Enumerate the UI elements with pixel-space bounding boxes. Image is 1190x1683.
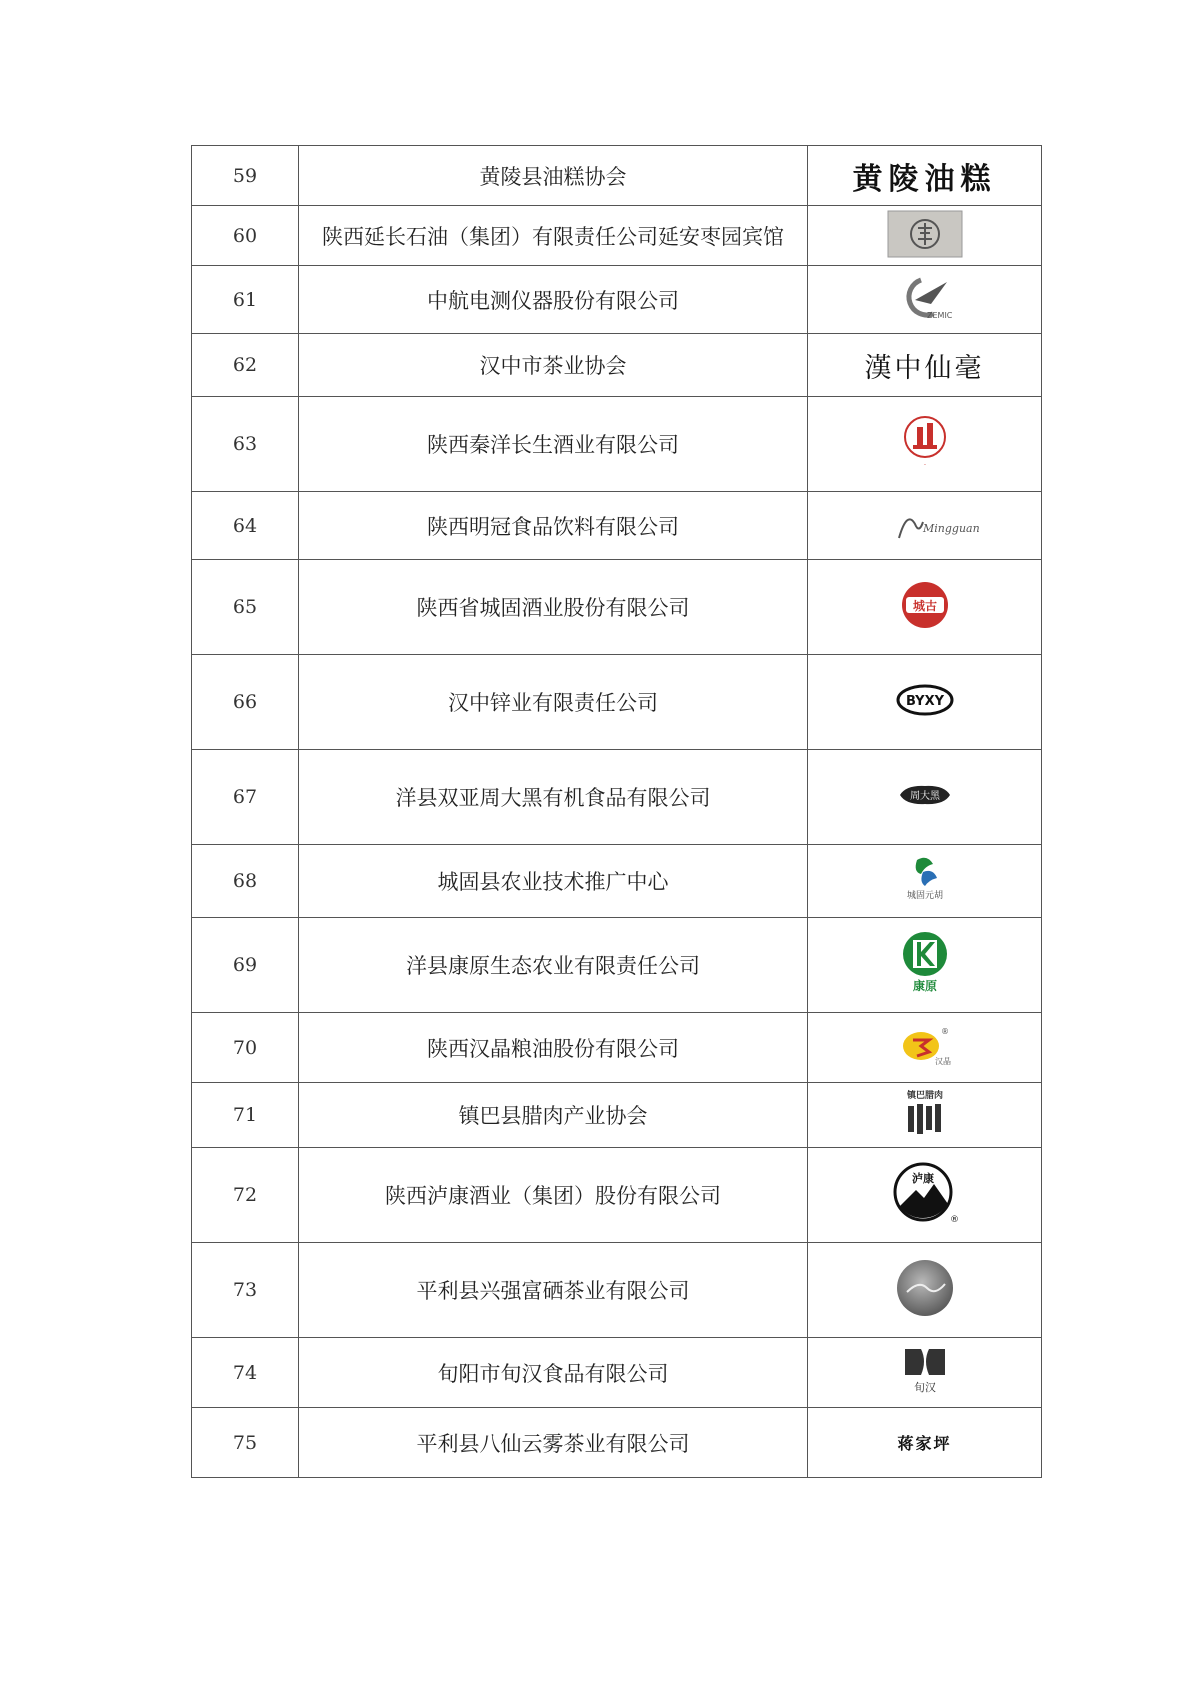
row-number: 63 [192,397,299,492]
logo-cell [808,334,1042,397]
table-row [192,918,1042,1013]
logo-cell [808,492,1042,560]
logo-cell [808,1338,1042,1408]
svg-text:泸康: 泸康 [911,1172,934,1185]
row-number: 70 [192,1013,299,1083]
table-row [192,266,1042,334]
row-number: 71 [192,1083,299,1148]
company-name: 城固县农业技术推广中心 [299,845,808,918]
row-number: 65 [192,560,299,655]
svg-text:·: · [923,461,926,469]
svg-text:BYXY: BYXY [905,694,944,709]
svg-text:®: ® [949,1215,959,1225]
hanjing-logo-icon [899,1024,951,1068]
logo-cell [808,1013,1042,1083]
company-name: 陕西延长石油（集团）有限责任公司延安枣园宾馆 [299,206,808,266]
zhenba-larou-logo-icon [900,1088,950,1138]
company-name: 陕西省城固酒业股份有限公司 [299,560,808,655]
company-name: 陕西秦洋长生酒业有限公司 [299,397,808,492]
calligraphy-logo-icon: 黄陵油糕 [852,161,997,197]
table-row [192,750,1042,845]
table-row [192,206,1042,266]
company-name: 陕西汉晶粮油股份有限公司 [299,1013,808,1083]
logo-cell [808,845,1042,918]
jiangjiaping-logo-icon: 蒋家坪 [897,1434,952,1453]
svg-text:周大黑: 周大黑 [909,791,940,802]
logo-cell [808,750,1042,845]
logo-cell [808,266,1042,334]
row-number: 69 [192,918,299,1013]
row-number: 67 [192,750,299,845]
table-row [192,845,1042,918]
svg-text:城固元胡: 城固元胡 [906,891,943,901]
svg-text:®: ® [940,1026,949,1036]
company-name: 黄陵县油糕协会 [299,146,808,206]
zaoyuan-hotel-logo-icon [888,211,962,257]
row-number: 75 [192,1408,299,1478]
svg-text:镇巴腊肉: 镇巴腊肉 [906,1091,943,1101]
row-number: 74 [192,1338,299,1408]
table-row [192,560,1042,655]
company-logo-table [191,145,1042,1478]
logo-cell [808,206,1042,266]
row-number: 72 [192,1148,299,1243]
row-number: 62 [192,334,299,397]
table-row [192,1013,1042,1083]
table-row [192,146,1042,206]
logo-cell [808,655,1042,750]
table-row [192,492,1042,560]
table-row [192,1243,1042,1338]
svg-text:旬汉: 旬汉 [913,1380,936,1394]
company-name: 陕西泸康酒业（集团）股份有限公司 [299,1148,808,1243]
logo-cell [808,918,1042,1013]
row-number: 61 [192,266,299,334]
company-name: 平利县八仙云雾茶业有限公司 [299,1408,808,1478]
table-row [192,1408,1042,1478]
company-name: 镇巴县腊肉产业协会 [299,1083,808,1148]
table-row [192,1148,1042,1243]
company-name: 洋县康原生态农业有限责任公司 [299,918,808,1013]
logo-cell [808,560,1042,655]
logo-cell [808,1243,1042,1338]
logo-cell [808,1083,1042,1148]
company-name: 汉中市茶业协会 [299,334,808,397]
row-number: 60 [192,206,299,266]
company-name: 中航电测仪器股份有限公司 [299,266,808,334]
company-name: 平利县兴强富硒茶业有限公司 [299,1243,808,1338]
row-number: 73 [192,1243,299,1338]
row-number: 66 [192,655,299,750]
xunhan-logo-icon [899,1345,951,1397]
mingguan-logo-icon [893,504,980,544]
logo-cell [808,397,1042,492]
zemic-logo-icon [897,274,953,322]
lukang-logo-icon [890,1160,960,1226]
table-row [192,1338,1042,1408]
xingqiang-tea-logo-icon [895,1258,955,1318]
logo-cell [808,146,1042,206]
yuanhu-logo-icon [899,854,951,904]
svg-text:康原: 康原 [912,979,937,993]
zhoudahei-logo-icon [896,784,954,806]
table-row [192,1083,1042,1148]
row-number: 64 [192,492,299,560]
company-name: 汉中锌业有限责任公司 [299,655,808,750]
logo-cell [808,1148,1042,1243]
svg-text:ZEMIC: ZEMIC [926,310,952,320]
svg-text:汉晶: 汉晶 [934,1056,951,1066]
logo-cell [808,1408,1042,1478]
chenggu-wine-logo-icon [900,580,950,630]
byxy-logo-icon [895,683,955,717]
company-name: 陕西明冠食品饮料有限公司 [299,492,808,560]
table-row [192,397,1042,492]
company-name: 旬阳市旬汉食品有限公司 [299,1338,808,1408]
svg-text:城古: 城古 [912,599,937,613]
company-name: 洋县双亚周大黑有机食品有限公司 [299,750,808,845]
row-number: 59 [192,146,299,206]
kangyuan-logo-icon [900,930,950,996]
calligraphy-logo-icon: 漢中仙毫 [864,352,985,384]
table-row [192,655,1042,750]
row-number: 68 [192,845,299,918]
svg-text:Mingguan: Mingguan [922,521,980,535]
table-row [192,334,1042,397]
changsheng-wine-logo-icon [901,413,949,471]
